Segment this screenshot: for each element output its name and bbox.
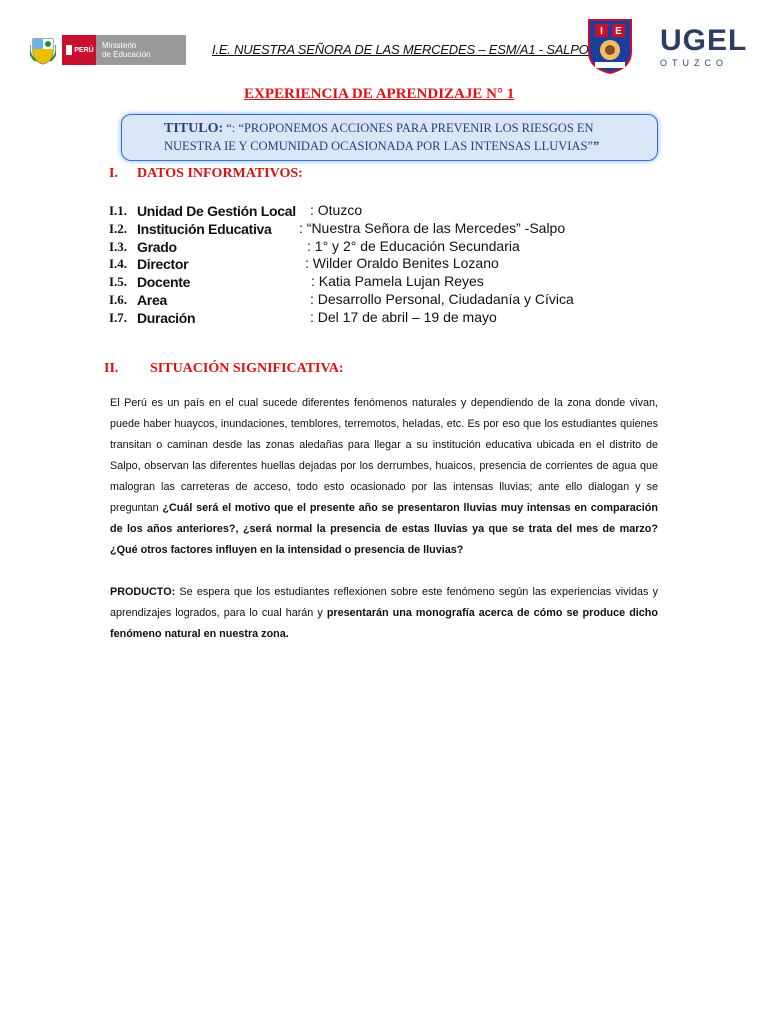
ministerio-line1: Ministerio: [102, 41, 137, 50]
row-value: : Del 17 de abril – 19 de mayo: [310, 309, 497, 325]
title-text-2: NUESTRA IE Y COMUNIDAD OCASIONADA POR LAS INTENSAS LLUVIAS”: [164, 139, 593, 153]
row-value: : “Nuestra Señora de las Mercedes” -Salpo: [299, 220, 566, 236]
producto-bold-text: presentarán una monografía acerca de cómo se produce dicho fenómeno natural en nuestra zona.: [110, 607, 658, 640]
producto-text: Se espera que los estudiantes reflexionen sobre este fenómeno según las experiencias vividas y aprendizajes logrados, para lo cual harán y: [110, 586, 658, 619]
row-number: I.4.: [109, 256, 128, 271]
section-2-number: II.: [104, 361, 119, 376]
peru-coat-of-arms-icon: [30, 35, 56, 65]
ugel-title: UGEL: [660, 24, 748, 57]
row-label: Docente: [137, 274, 191, 290]
title-text-2-end: ”: [592, 139, 600, 153]
row-number: I.2.: [109, 221, 128, 236]
row-label: Area: [137, 292, 167, 308]
row-label: Institución Educativa: [137, 221, 272, 237]
row-label: Grado: [137, 239, 177, 255]
title-label: TITULO:: [164, 121, 224, 136]
row-number: I.3.: [109, 239, 128, 254]
svg-text:E: E: [615, 26, 622, 37]
title-line-2: [164, 139, 599, 154]
row-number: I.5.: [109, 274, 128, 289]
row-label: Director: [137, 256, 189, 272]
peru-brand: [62, 35, 96, 65]
situation-questions: ¿Cuál será el motivo que el presente año se presentaron lluvias muy intensas en comparación de los años anteriores?, ¿será normal la presencia de estas lluvias ya que se trata del mes de marzo? ¿Qué otros factores influyen en la intensidad o presencia de lluvias?: [110, 502, 658, 556]
producto-paragraph: [110, 582, 658, 645]
row-label: Duración: [137, 310, 196, 326]
section-2-title: SITUACIÓN SIGNIFICATIVA:: [150, 361, 344, 376]
row-number: I.7.: [109, 310, 128, 325]
school-crest-icon: [587, 18, 633, 74]
title-text-1: “: “PROPONEMOS ACCIONES PARA PREVENIR LOS RIESGOS EN: [223, 121, 594, 135]
row-value: : Katia Pamela Lujan Reyes: [311, 273, 484, 289]
situation-text: El Perú es un país en el cual sucede diferentes fenómenos naturales y dependiendo de la zona donde vivan, puede haber huaycos, inundaciones, temblores, terremotos, heladas, etc. Es por eso que los estudiantes quienes transitan o caminan desde las zonas aledañas para llegar a su institución educativa ubicada en el distrito de Salpo, observan las diferentes huellas dejadas por los derrumbes, huaicos, presencia de corrientes de agua que malogran las carreteras de acceso, todo esto ocasionado por las intensas lluvias; ante ello dialogan y se preguntan: [110, 397, 658, 514]
section-1-number: I.: [109, 166, 118, 181]
minedu-logo: [30, 34, 200, 66]
ministerio-brand: [96, 35, 186, 65]
producto-label: PRODUCTO:: [110, 586, 176, 598]
ministerio-line2: de Educación: [102, 50, 151, 59]
row-number: I.1.: [109, 203, 128, 218]
row-value: : 1° y 2° de Educación Secundaria: [307, 238, 520, 254]
ugel-subtitle: OTUZCO: [660, 58, 728, 68]
title-line-1: [164, 121, 594, 137]
peru-flag-icon: [64, 45, 72, 55]
row-value: : Wilder Oraldo Benites Lozano: [305, 255, 499, 271]
row-label: Unidad De Gestión Local: [137, 203, 296, 219]
row-value: : Otuzco: [310, 202, 363, 218]
experience-title: EXPERIENCIA DE APRENDIZAJE N° 1: [244, 86, 515, 102]
school-name: I.E. NUESTRA SEÑORA DE LAS MERCEDES – ESM/A1 - SALPO: [212, 42, 589, 57]
svg-text:I: I: [600, 26, 603, 37]
peru-label: PERÚ: [74, 46, 94, 54]
row-value: : Desarrollo Personal, Ciudadanía y Cívica: [310, 291, 574, 307]
ugel-logo: [660, 24, 748, 68]
situation-paragraph: [110, 393, 658, 561]
row-number: I.6.: [109, 292, 128, 307]
section-1-title: DATOS INFORMATIVOS:: [137, 166, 303, 181]
